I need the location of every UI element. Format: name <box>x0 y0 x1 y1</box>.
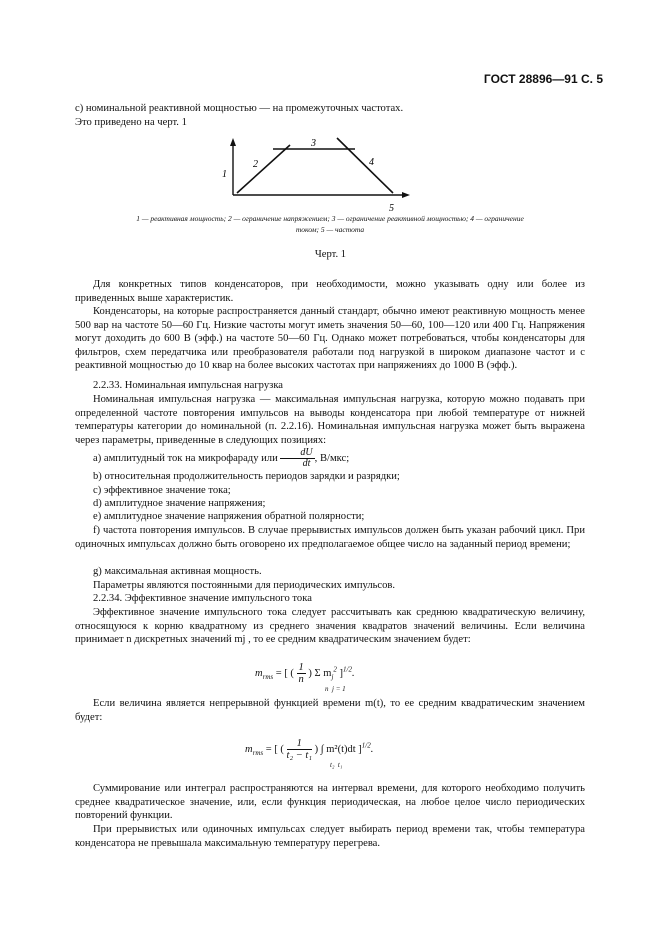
para-5: Эффективное значение импульсного тока следует рассчитывать как среднюю квадратическую величину, относящуюся к корню квадратному из среднего значения квадратов значений величины. Если величина принимает n дискретных значений mj , то ее средним квадратическим значением будет: <box>75 607 585 646</box>
item-c: c) эффективное значение тока; <box>93 485 231 496</box>
item-a <box>75 448 585 470</box>
section-2234: 2.2.34. Эффективное значение импульсного тока <box>93 593 312 604</box>
caption-line-2: током; 5 — частота <box>295 225 365 234</box>
formula-continuous: $m_{rms}$ = [ ( $\frac{1}{\text{t₂ − t₁}}$ ) ∫ m²(t)dt ]$^{1/2}$. t₂ t₁ <box>245 738 374 769</box>
para-7: Суммирование или интеграл распространяются на интервал времени, для которого необходимо получить среднее квадратическое значение, или, если функция периодическая, на любое целое число периодических повторений функции. <box>75 783 585 822</box>
para-2: Конденсаторы, на которые распространяется данный стандарт, обычно имеют реактивную мощность менее 500 вар на частоте 50—60 Гц. Низкие частоты могут иметь значения 50—60, 100—120 или 400 Гц. Напряжения могут доходить до 600 В (эфф.) на частоте 50—60 Гц. Однако может потребоваться, чтобы конденсаторы для фильтров, схем передатчика или преобразователя работали под нагрузкой в широком диапазоне частот и с реактивной мощностью до 10 квар на более высоких частотах при напряжениях до 1000 В (эфф.). <box>75 306 585 372</box>
voltage-limit-line <box>237 145 290 193</box>
du-numerator: dU <box>280 448 314 459</box>
dt-denominator: dt <box>302 458 311 470</box>
item-a-text: а) амплитудный ток на микрофараду или <box>93 453 278 464</box>
item-d: d) амплитудное значение напряжения; <box>93 498 266 509</box>
formula-2-limits: t₂ t₁ <box>330 761 343 769</box>
label-1: 1 <box>222 169 227 180</box>
current-limit-line <box>337 138 393 193</box>
figure-caption <box>75 213 585 235</box>
para-4: Параметры являются постоянными для периодических импульсов. <box>93 580 396 591</box>
figure-1-diagram <box>215 135 415 213</box>
para-1: Для конкретных типов конденсаторов, при необходимости, можно указывать одну или более из приведенных выше характеристик. <box>75 279 585 304</box>
label-4: 4 <box>369 157 374 168</box>
caption-line-1: 1 — реактивная мощность; 2 — ограничение напряжением; 3 — ограничение реактивной мощностью; 4 — ограничение <box>136 214 524 223</box>
page-header: ГОСТ 28896—91 С. 5 <box>483 72 603 86</box>
label-2: 2 <box>253 159 258 170</box>
du-dt-fraction <box>280 448 314 469</box>
intro-line-ref: Это приведено на черт. 1 <box>75 117 187 128</box>
formula-2-fraction: $\frac{1}{\text{t₂ − t₁}}$ <box>286 738 313 761</box>
item-a-unit: , В/мкс; <box>314 453 350 464</box>
item-f: f) частота повторения импульсов. В случае прерывистых импульсов должен быть указан рабочий цикл. При одиночных импульсах должно быть оговорено их предполагаемое общее число на заданный период времени; <box>75 525 585 550</box>
formula-1-fraction: $\frac{1}{n}$ <box>298 662 304 685</box>
item-g: g) максимальная активная мощность. <box>93 566 262 577</box>
y-axis-arrow <box>230 138 236 146</box>
label-3: 3 <box>311 138 316 149</box>
para-3: Номинальная импульсная нагрузка — максимальная импульсная нагрузка, которую можно подавать при определенной частоте повторения импульсов на выводы конденсатора при любой температуре от нижней температуры категории до номинальной (п. 2.2.16). Номинальная импульсная нагрузка может быть выражена через параметры, приведенные в следующих позициях: <box>75 394 585 446</box>
formula-1-limits: n j = 1 <box>325 685 346 693</box>
x-axis-arrow <box>402 192 410 198</box>
item-b: b) относительная продолжительность периодов зарядки и разрядки; <box>93 471 400 482</box>
item-e: e) амплитудное значение напряжения обратной полярности; <box>93 511 365 522</box>
formula-discrete: $m_{rms}$ = [ ( $\frac{1}{n}$ ) Σ $m_j^2$ ]$^{1/2}$. n j = 1 <box>255 662 355 693</box>
para-6: Если величина является непрерывной функцией времени m(t), то ее средним квадратическим значением будет: <box>75 698 585 723</box>
para-8: При прерывистых или одиночных импульсах следует выбирать период времени так, чтобы температура конденсатора не превышала максимальную температуру перегрева. <box>75 824 585 849</box>
label-5: 5 <box>389 203 394 213</box>
figure-title: Черт. 1 <box>314 249 347 260</box>
intro-line-c: c) номинальной реактивной мощностью — на промежуточных частотах. <box>75 103 404 114</box>
section-2233: 2.2.33. Номинальная импульсная нагрузка <box>93 380 284 391</box>
